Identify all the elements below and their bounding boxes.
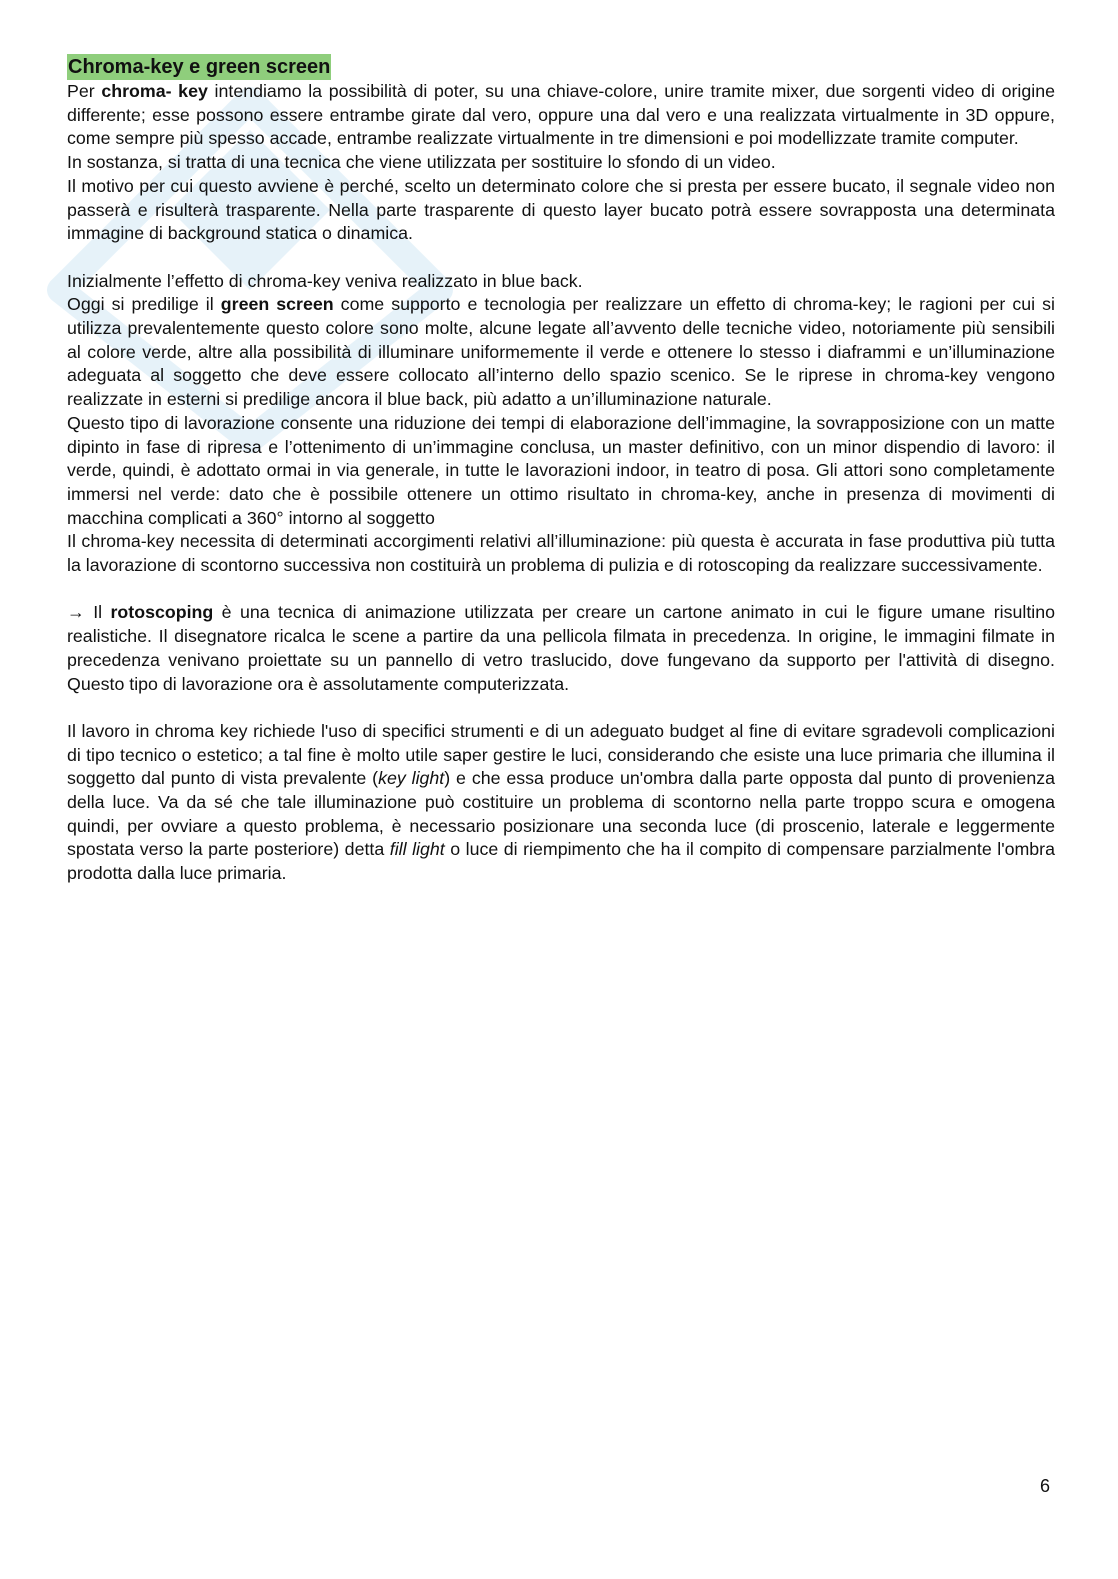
paragraph-summary: In sostanza, si tratta di una tecnica che viene utilizzata per sostituire lo sfondo di un video. — [67, 152, 776, 173]
paragraph-chroma-key-definition: Per chroma- key intendiamo la possibilità di poter, su una chiave-colore, unire tramite mixer, due sorgenti video di origine differente; esse possono essere entrambe girate dal vero, oppure una dal vero e una realizzata virtualmente in 3D oppure, come sempre più spesso accade, entrambe realizzate virtualmente in tre dimensioni e poi modellizzate tramite computer. — [67, 81, 1055, 149]
page-number: 6 — [1040, 1476, 1051, 1496]
paragraph-key-fill-light: Il lavoro in chroma key richiede l'uso di specifici strumenti e di un adeguato budget al fine di evitare sgradevoli complicazioni di tipo tecnico o estetico; a tal fine è molto utile saper gestire le luci, considerando che esiste una luce primaria che illumina il soggetto dal punto di vista prevalente (key light) e che essa produce un'ombra dalla parte opposta dal punto di provenienza della luce. Va da sé che tale illuminazione può costituire un problema di scontorno nella parte troppo scura e omogena quindi, per ovviare a questo problema, è necessario posizionare una seconda luce (di proscenio, laterale e leggermente spostata verso la parte posteriore) detta fill light o luce di riempimento che ha il compito di compensare parzialmente l'ombra prodotta dalla luce primaria. — [67, 720, 1055, 884]
paragraph-blue-back: Inizialmente l’effetto di chroma-key veniva realizzato in blue back. — [67, 270, 583, 291]
paragraph-rotoscoping: → Il rotoscoping è una tecnica di animazione utilizzata per creare un cartone animato in cui le figure umane risultino realistiche. Il disegnatore ricalca le scene a partire da una pellicola filmata in precedenza. In origine, le immagini filmate in precedenza venivano proiettate su un pannello di vetro traslucido, dove fungevano da supporto per l'attività di disegno. Questo tipo di lavorazione ora è assolutamente computerizzata. — [67, 602, 1055, 694]
paragraph-motivation: Il motivo per cui questo avviene è perché, scelto un determinato colore che si presta per essere bucato, il segnale video non passerà e risulterà trasparente. Nella parte trasparente di questo layer bucato potrà essere sovrapposta una determinata immagine di background statica o dinamica. — [67, 175, 1055, 244]
paragraph-green-screen: Oggi si predilige il green screen come supporto e tecnologia per realizzare un effetto di chroma-key; le ragioni per cui si utilizza prevalentemente questo colore sono molte, alcune legate all’avvento delle tecniche video, notoriamente più sensibili al colore verde, altre alla possibilità di illuminare uniformemente il verde e ottenere lo stesso i diaframmi e un’illuminazione adeguata al soggetto che deve essere collocato all’interno dello spazio scenico. Se le riprese in chroma-key vengono realizzate in esterni si predilige ancora il blue back, più adatto a un’illuminazione naturale. — [67, 294, 1056, 410]
document-body — [67, 54, 1055, 886]
paragraph-workflow: Questo tipo di lavorazione consente una riduzione dei tempi di elaborazione dell’immagine, la sovrapposizione con un matte dipinto in fase di ripresa e l’ottenimento di un’immagine conclusa, un master definitivo, con un minor dispendio di lavoro: il verde, quindi, è adottato ormai in via generale, in tutte le lavorazioni indoor, in teatro di posa. Gli attori sono completamente immersi nel verde: dato che è possibile ottenere un ottimo risultato in chroma-key, anche in presenza di movimenti di macchina complicati a 360° intorno al soggetto — [67, 412, 1055, 528]
paragraph-lighting: Il chroma-key necessita di determinati accorgimenti relativi all’illuminazione: più questa è accurata in fase produttiva più tutta la lavorazione di scontorno successiva non costituirà un problema di pulizia e di rotoscoping da realizzare successivamente. — [67, 531, 1055, 576]
section-title: Chroma-key e green screen — [68, 56, 331, 78]
